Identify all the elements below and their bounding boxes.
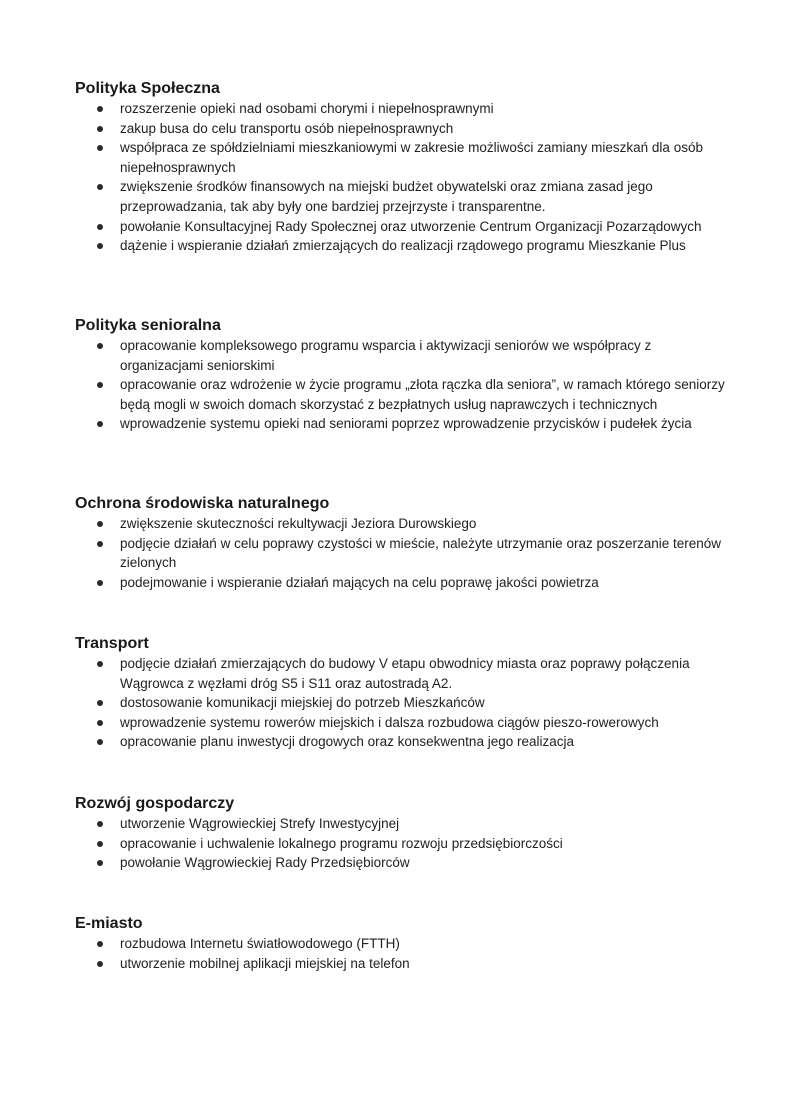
bullet-icon [97, 821, 103, 827]
bullet-icon [97, 421, 103, 427]
bullet-icon [97, 739, 103, 745]
bullet-icon [97, 243, 103, 249]
bullet-icon [97, 580, 103, 586]
bullet-icon [97, 224, 103, 230]
list-item [75, 654, 735, 693]
bullet-icon [97, 106, 103, 112]
section-heading: E-miasto [75, 915, 143, 932]
list-item-text: opracowanie kompleksowego programu wsparcia i aktywizacji seniorów we współpracy z organizacjami seniorskimi [120, 338, 652, 373]
list-item [75, 217, 735, 237]
list-item [75, 814, 735, 834]
list-item [75, 336, 735, 375]
list-item-text: powołanie Wągrowieckiej Rady Przedsiębiorców [120, 855, 410, 871]
bullet-icon [97, 860, 103, 866]
list-item-text: zwiększenie środków finansowych na miejski budżet obywatelski oraz zmiana zasad jego przeprowadzania, tak aby były one bardziej przejrzyste i transparentne. [120, 179, 653, 214]
section-rozwoj-gospodarczy [75, 794, 735, 873]
section-heading: Rozwój gospodarczy [75, 795, 235, 812]
list-item-text: dążenie i wspieranie działań zmierzających do realizacji rządowego programu Mieszkanie Plus [120, 238, 686, 254]
list-item [75, 713, 735, 733]
bullet-list [75, 514, 735, 592]
bullet-list [75, 814, 735, 873]
list-item [75, 375, 735, 414]
list-item [75, 834, 735, 854]
list-item [75, 853, 735, 873]
list-item [75, 414, 735, 434]
list-item [75, 954, 735, 974]
list-item [75, 534, 735, 573]
list-item [75, 693, 735, 713]
list-item-text: dostosowanie komunikacji miejskiej do potrzeb Mieszkańców [120, 695, 485, 711]
bullet-icon [97, 521, 103, 527]
list-item [75, 514, 735, 534]
bullet-list [75, 336, 735, 434]
section-polityka-spoleczna [75, 79, 735, 256]
section-heading: Transport [75, 635, 149, 652]
list-item-text: współpraca ze spółdzielniami mieszkaniowymi w zakresie możliwości zamiany mieszkań dla osób niepełnosprawnych [120, 140, 703, 175]
list-item [75, 573, 735, 593]
bullet-list [75, 654, 735, 752]
section-heading: Polityka senioralna [75, 317, 221, 334]
bullet-icon [97, 841, 103, 847]
bullet-icon [97, 126, 103, 132]
section-ochrona-srodowiska [75, 494, 735, 592]
list-item [75, 732, 735, 752]
list-item-text: utworzenie mobilnej aplikacji miejskiej na telefon [120, 955, 410, 971]
list-item [75, 177, 735, 216]
section-e-miasto [75, 914, 735, 973]
bullet-list [75, 99, 735, 256]
list-item-text: zakup busa do celu transportu osób niepełnosprawnych [120, 120, 454, 136]
list-item-text: powołanie Konsultacyjnej Rady Społecznej oraz utworzenie Centrum Organizacji Pozarządowych [120, 218, 702, 234]
list-item [75, 99, 735, 119]
bullet-icon [97, 145, 103, 151]
list-item-text: wprowadzenie systemu opieki nad seniorami poprzez wprowadzenie przycisków i pudełek życia [120, 416, 692, 432]
list-item-text: podejmowanie i wspieranie działań mających na celu poprawę jakości powietrza [120, 574, 599, 590]
bullet-icon [97, 343, 103, 349]
bullet-icon [97, 720, 103, 726]
list-item [75, 138, 735, 177]
section-heading: Ochrona środowiska naturalnego [75, 495, 330, 512]
bullet-icon [97, 184, 103, 190]
bullet-icon [97, 941, 103, 947]
list-item-text: utworzenie Wągrowieckiej Strefy Inwestycyjnej [120, 816, 400, 831]
list-item-text: rozszerzenie opieki nad osobami chorymi i niepełnosprawnymi [120, 101, 494, 116]
list-item [75, 236, 735, 256]
bullet-icon [97, 382, 103, 388]
list-item-text: opracowanie i uchwalenie lokalnego programu rozwoju przedsiębiorczości [120, 835, 563, 851]
bullet-icon [97, 700, 103, 706]
bullet-icon [97, 961, 103, 967]
section-polityka-senioralna [75, 316, 735, 434]
list-item-text: wprowadzenie systemu rowerów miejskich i dalsza rozbudowa ciągów pieszo-rowerowych [120, 714, 659, 730]
list-item [75, 119, 735, 139]
section-transport [75, 634, 735, 752]
list-item-text: rozbudowa Internetu światłowodowego (FTTH) [120, 936, 400, 951]
list-item-text: podjęcie działań w celu poprawy czystości w mieście, należyte utrzymanie oraz poszerzanie terenów zielonych [120, 535, 722, 571]
bullet-icon [97, 661, 103, 667]
bullet-list [75, 934, 735, 973]
list-item-text: opracowanie oraz wdrożenie w życie programu „złota rączka dla seniora”, w ramach którego seniorzy będą mogli w swoich domach skorzystać z bezpłatnych usług naprawczych i technicznych [120, 377, 725, 412]
section-heading: Polityka Społeczna [75, 80, 220, 97]
list-item-text: podjęcie działań zmierzających do budowy V etapu obwodnicy miasta oraz poprawy połączenia Wągrowca z węzłami dróg S5 i S11 oraz autostradą A2. [120, 656, 690, 691]
list-item [75, 934, 735, 954]
list-item-text: zwiększenie skuteczności rekultywacji Jeziora Durowskiego [120, 516, 477, 531]
bullet-icon [97, 541, 103, 547]
list-item-text: opracowanie planu inwestycji drogowych oraz konsekwentna jego realizacja [120, 734, 575, 750]
